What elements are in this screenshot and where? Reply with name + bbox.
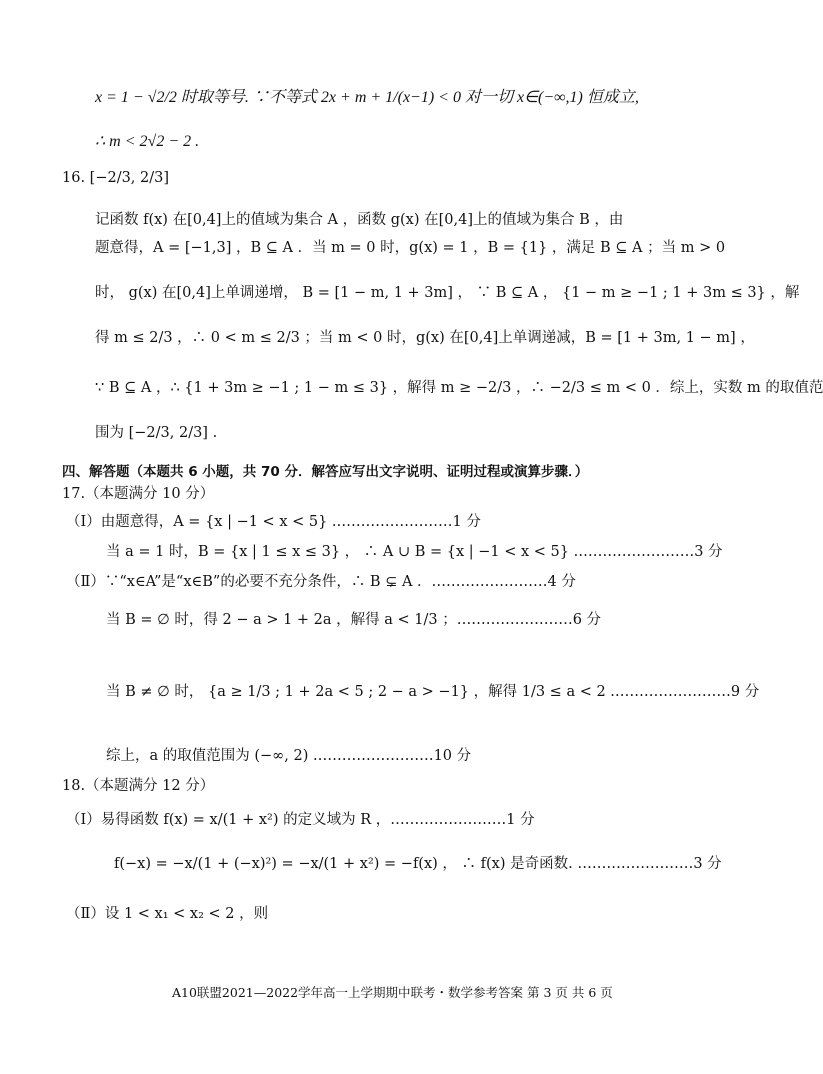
line-1: x = 1 − √2/2 时取等号. ∵不等式 2x + m + 1/(x−1) < 0 对一切 x∈(−∞,1) 恒成立, xyxy=(95,89,639,106)
line-3-question-16: 16. [−2/3, 2/3] xyxy=(62,170,170,186)
line-4: 记函数 f(x) 在[0,4]上的值域为集合 A ，函数 g(x) 在[0,4]上的值域为集合 B ，由 xyxy=(95,212,624,228)
line-21: （Ⅱ）设 1 < x₁ < x₂ < 2 ，则 xyxy=(66,906,269,922)
page-footer: A10联盟2021—2022学年高一上学期期中联考・数学参考答案 第 3 页 共 6 页 xyxy=(172,985,613,1000)
line-13: （Ⅱ）∵“x∈A”是“x∈B”的必要不充分条件，∴ B ⊊ A ．……………………4 分 xyxy=(66,574,576,590)
line-5: 题意得，A = [−1,3] ，B ⊆ A ．当 m = 0 时，g(x) = 1 ，B = {1} ，满足 B ⊆ A ；当 m > 0 xyxy=(95,240,726,256)
line-8: ∵ B ⊆ A ，∴ {1 + 3m ≥ −1 ; 1 − m ≤ 3} ，解得 m ≥ −2/3 ，∴ −2/3 ≤ m < 0 ．综上，实数 m 的取值范 xyxy=(95,380,823,396)
line-12: 当 a = 1 时，B = {x | 1 ≤ x ≤ 3} ， ∴ A ∪ B = {x | −1 < x < 5} .……………………3 分 xyxy=(106,544,723,560)
line-9: 围为 [−2/3, 2/3] . xyxy=(95,425,218,441)
line-18-heading: 18.（本题满分 12 分） xyxy=(62,778,215,794)
line-17-heading: 17.（本题满分 10 分） xyxy=(62,486,215,502)
section-heading: 四、解答题（本题共 6 小题，共 70 分．解答应写出文字说明、证明过程或演算步骤．） xyxy=(62,464,589,480)
line-20: f(−x) = −x/(1 + (−x)²) = −x/(1 + x²) = −f(x) ， ∴ f(x) 是奇函数. ……………………3 分 xyxy=(114,856,722,872)
line-19: （Ⅰ）易得函数 f(x) = x/(1 + x²) 的定义域为 R ，……………………1 分 xyxy=(66,812,535,828)
line-16: 综上，a 的取值范围为 (−∞, 2) .……………………10 分 xyxy=(106,748,472,764)
line-15: 当 B ≠ ∅ 时， {a ≥ 1/3 ; 1 + 2a < 5 ; 2 − a > −1} ，解得 1/3 ≤ a < 2 .……………………9 分 xyxy=(106,684,760,700)
line-14: 当 B = ∅ 时，得 2 − a > 1 + 2a ，解得 a < 1/3 ；……………………6 分 xyxy=(106,612,602,628)
line-2: ∴ m < 2√2 − 2 . xyxy=(95,133,200,150)
line-11: （Ⅰ）由题意得，A = {x | −1 < x < 5} .……………………1 分 xyxy=(66,514,481,530)
line-7: 得 m ≤ 2/3 ，∴ 0 < m ≤ 2/3 ；当 m < 0 时，g(x) 在[0,4]上单调递减，B = [1 + 3m, 1 − m] ， xyxy=(95,330,755,346)
line-6: 时， g(x) 在[0,4]上单调递增， B = [1 − m, 1 + 3m] ， ∵ B ⊆ A ， {1 − m ≥ −1 ; 1 + 3m ≤ 3} ，解 xyxy=(95,285,800,301)
